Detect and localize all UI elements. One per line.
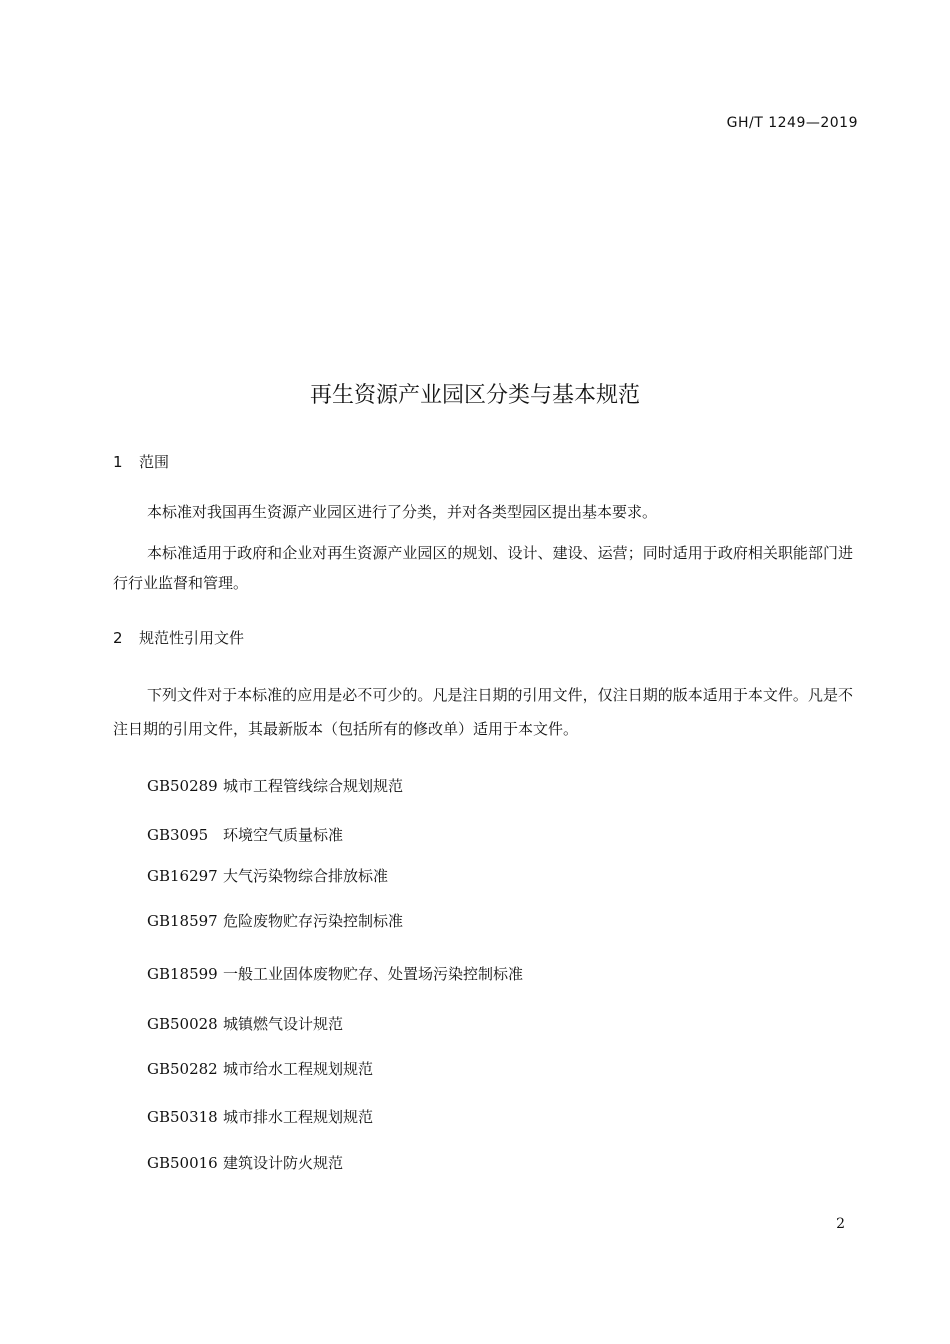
reference-name: 大气污染物综合排放标准 [223,867,389,885]
reference-name: 城市工程管线综合规划规范 [223,777,404,795]
reference-name: 城市排水工程规划规范 [223,1108,374,1126]
reference-item [147,1106,373,1127]
reference-code: GB50028 [147,1015,218,1033]
reference-name: 建筑设计防火规范 [223,1154,344,1172]
reference-code: GB50016 [147,1154,218,1172]
reference-code: GB50282 [147,1060,218,1078]
paragraph: 本标准对我国再生资源产业园区进行了分类，并对各类型园区提出基本要求。 [147,503,658,521]
section-title: 范围 [139,453,170,471]
reference-code: GB50318 [147,1108,218,1126]
reference-item [147,1058,373,1079]
reference-item [147,1013,343,1034]
reference-item [147,775,403,796]
section-number: 2 [113,629,123,647]
section-heading-scope [113,451,169,472]
section-title: 规范性引用文件 [139,629,245,647]
reference-code: GB18597 [147,912,218,930]
reference-item [147,963,523,984]
paragraph: 下列文件对于本标准的应用是必不可少的。凡是注日期的引用文件，仅注日期的版本适用于本文件。凡是不注日期的引用文件，其最新版本（包括所有的修改单）适用于本文件。 [113,686,853,738]
reference-code: GB50289 [147,777,218,795]
reference-item [147,865,388,886]
reference-name: 环境空气质量标准 [223,826,344,844]
reference-name: 一般工业固体废物贮存、处置场污染控制标准 [223,965,524,983]
section-heading-normative-references [113,627,244,648]
reference-name: 危险废物贮存污染控制标准 [223,912,404,930]
standard-code: GH/T 1249—2019 [726,115,858,131]
paragraph: 本标准适用于政府和企业对再生资源产业园区的规划、设计、建设、运营；同时适用于政府相关职能部门进行行业监督和管理。 [113,544,853,592]
reference-item [147,1152,343,1173]
reference-item [147,824,343,845]
reference-name: 城镇燃气设计规范 [223,1015,344,1033]
document-title: 再生资源产业园区分类与基本规范 [309,383,640,408]
reference-code: GB16297 [147,867,218,885]
section-number: 1 [113,453,123,471]
page-number: 2 [836,1216,845,1232]
reference-code: GB18599 [147,965,218,983]
reference-code: GB3095 [147,826,209,844]
reference-name: 城市给水工程规划规范 [223,1060,374,1078]
reference-item [147,910,403,931]
